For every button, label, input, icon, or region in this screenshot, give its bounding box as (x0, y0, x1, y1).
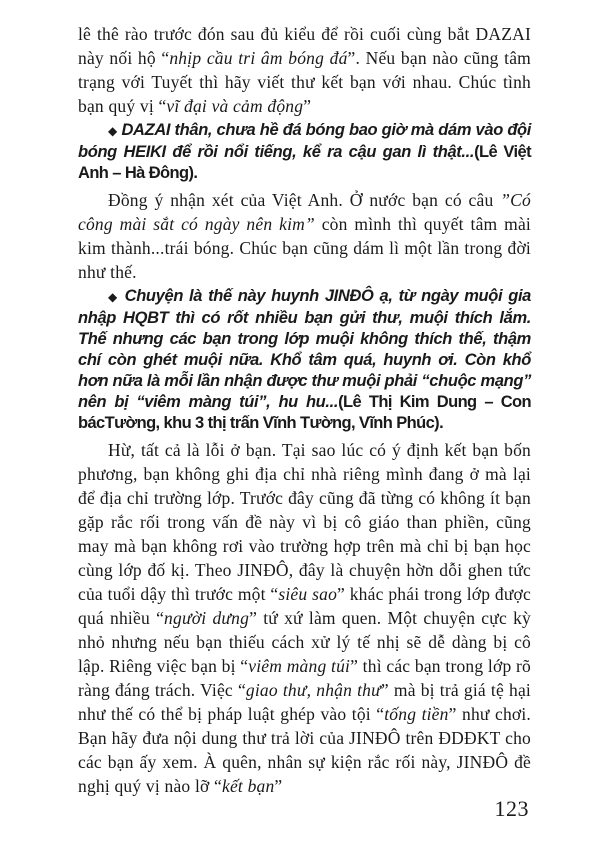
page-body (78, 22, 531, 798)
emphasis-text: tống tiền (384, 704, 449, 724)
body-text: Đồng ý nhận xét của Việt Anh. Ở nước bạn có câu (108, 190, 501, 210)
letter-question: DAZAI thân, chưa hề đá bóng bao giờ mà dám vào đội bóng HEIKI để rồi nổi tiếng, kể ra cậu gan lì thật... (78, 121, 532, 161)
diamond-bullet-icon: ◆ (108, 290, 119, 304)
letter-signature: (Lê Thị Kim Dung – Con bácTường, khu 3 thị trấn Vĩnh Tường, Vĩnh Phúc). (78, 393, 531, 432)
page-number: 123 (494, 796, 529, 821)
body-text: ” (274, 776, 283, 796)
body-text: ” thì các bạn trong lớp rõ ràng đáng trách. Việc “ (78, 656, 531, 700)
answer-paragraph (78, 438, 531, 798)
emphasis-text: giao thư, nhận thư (245, 680, 381, 700)
reader-letter (78, 286, 531, 434)
emphasis-text: vĩ đại và cảm động (166, 96, 304, 116)
body-text: ” như chơi. Bạn hãy đưa nội dung thư trả lời của JINĐÔ trên ĐDĐKT cho các bạn ấy xem. À quên, nhân sự kiện rắc rối này, JINĐÔ đề nghị quý vị nào lỡ “ (78, 704, 532, 796)
body-text: lê thê rào trước đón sau đủ kiểu để rồi cuối cùng bắt DAZAI này nối hộ “ (78, 24, 531, 68)
answer-paragraph (78, 22, 531, 118)
emphasis-text: siêu sao (278, 584, 338, 604)
reader-letter (78, 120, 531, 184)
emphasis-text: viêm màng túi (248, 656, 351, 676)
body-text: Hừ, tất cả là lỗi ở bạn. Tại sao lúc có ý định kết bạn bốn phương, bạn không ghi địa chỉ nhà riêng mình đang ở mà lại để địa chỉ trường lớp. Trước đây cũng đã từng có không ít bạn gặp rắc rối trong vấn đề này vì bị cô giáo than phiền, cũng may mà bạn không rơi vào trường hợp trên mà chỉ bị bạn học cùng lớp đố kị. Theo JINĐÔ, đây là chuyện hờn dỗi ghen tức của tuổi dậy thì trước một “ (78, 440, 531, 604)
answer-paragraph (78, 188, 531, 284)
letter-question: Chuyện là thế này huynh JINĐÔ ạ, từ ngày muội gia nhập HQBT thì có rốt nhiều bạn gửi thư, muội thích lắm. Thế nhưng các bạn trong lớp muội không thích thế, thậm chí còn ghét muội nữa. Khổ tâm quá, huynh ơi. Còn khổ hơn nữa là mỗi lần nhận được thư muội phải “chuộc mạng” nên bị “viêm màng túi”, hu hu... (78, 287, 532, 411)
body-text: ” mà bị trả giá tệ hại như thế có thể bị pháp luật ghép vào tội “ (78, 680, 531, 724)
body-text: ” tứ xứ làm quen. Một chuyện cực kỳ nhỏ nhưng nếu bạn thiếu cách xử lý tế nhị sẽ dễ dàng bị cô lập. Riêng việc bạn bị “ (78, 608, 531, 676)
emphasis-text: ”Có công mài sắt có ngày nên kim” (78, 190, 531, 234)
diamond-bullet-icon: ◆ (108, 124, 118, 138)
body-text: còn mình thì quyết tâm mài kim thành...trái bóng. Chúc bạn cũng dám lì một lần trong đời như thế. (78, 214, 531, 282)
letter-signature: (Lê Việt Anh – Hà Đông). (78, 143, 531, 182)
emphasis-text: người dưng (164, 608, 250, 628)
body-text: ” (303, 96, 312, 116)
emphasis-text: kết bạn (222, 776, 275, 796)
body-text: ” khác phái trong lớp được quá nhiều “ (78, 584, 531, 628)
emphasis-text: nhịp cầu tri âm bóng đá (169, 48, 348, 68)
body-text: ”. Nếu bạn nào cũng tâm trạng với Tuyết thì hãy viết thư kết bạn với nhau. Chúc tình bạn quý vị “ (78, 48, 531, 116)
